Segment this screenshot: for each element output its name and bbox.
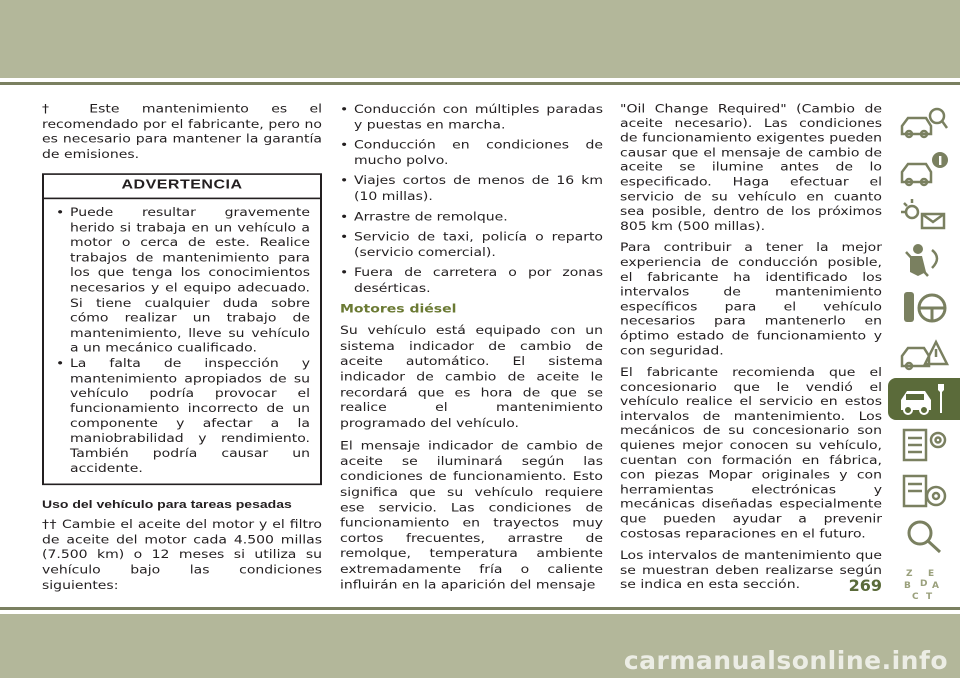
svg-text:T: T	[926, 592, 933, 602]
tab-warning-lights[interactable]	[888, 194, 960, 236]
paragraph-experience: Para contribuir a tener la mejor experiencia de conducción posible, el fabricante ha identificado los intervalos de mantenimiento específicos para el vehículo necesarios para mantenerlo en óptimo estado de funcionamiento y con seguridad.	[620, 241, 882, 358]
svg-text:A: A	[932, 581, 939, 591]
warning-light-message-icon	[898, 196, 950, 234]
diesel-paragraph-2: El mensaje indicador de cambio de aceite se iluminará según las condiciones de funcionamiento. Esto significa que su vehículo requiere ese servicio. Las condiciones de funcionamiento en trayectos muy cortos frecuentes, arrastre de remolque, temperatura ambiente extremadamente fría o caliente influirán en la aparición del mensaje	[340, 439, 603, 592]
column-left	[42, 102, 322, 600]
tab-emergency[interactable]	[888, 332, 960, 374]
condition-item: • Arrastre de remolque.	[340, 209, 603, 224]
tab-alphabetical[interactable]	[888, 562, 960, 604]
page-number: 269	[848, 576, 882, 595]
tab-maintenance[interactable]	[888, 378, 960, 420]
paragraph-intervals: Los intervalos de mantenimiento que se muestran deben realizarse según se indica en esta sección.	[620, 549, 882, 592]
alphabet-index-icon	[898, 564, 950, 602]
diesel-paragraph-1: Su vehículo está equipado con un sistema indicador de cambio de aceite automático. El sistema indicador de cambio de aceite le recordará que es hora de que se realice el mantenimiento programado del vehículo.	[340, 324, 603, 431]
warning-box	[42, 174, 322, 485]
tab-index[interactable]	[888, 516, 960, 558]
svg-text:B: B	[904, 581, 911, 591]
warning-title: ADVERTENCIA	[44, 175, 320, 199]
car-warning-triangle-icon	[898, 334, 950, 372]
watermark: carmanualsonline.info	[623, 646, 948, 675]
tab-car-search[interactable]	[888, 102, 960, 144]
svg-text:E: E	[928, 569, 935, 579]
column-middle	[340, 102, 603, 600]
condition-item: • Conducción con múltiples paradas y puestas en marcha.	[340, 102, 603, 133]
specifications-gear-icon	[898, 426, 950, 464]
paragraph-dealer: El fabricante recomienda que el concesionario que le vendió el vehículo realice el servicio en estos intervalos de mantenimiento. Los mecánicos de su concesionario son quienes mejor conocen su vehículo, cuentan con formación en fábrica, con piezas Mopar originales y con herramientas electrónicas y mecánicas diseñadas especialmente que pueden ayudar a prevenir costosas reparaciones en el futuro.	[620, 366, 882, 541]
tab-starting-operating[interactable]	[888, 286, 960, 328]
tab-safety[interactable]	[888, 240, 960, 282]
seat-airbag-icon	[898, 242, 950, 280]
condition-item: • Conducción en condiciones de mucho polvo.	[340, 138, 603, 169]
condition-item: • Servicio de taxi, policía o reparto (servicio comercial).	[340, 230, 603, 261]
car-wrench-icon	[898, 380, 950, 418]
footer-rule	[0, 607, 960, 610]
svg-text:D: D	[920, 579, 928, 589]
steering-wheel-icon	[898, 288, 950, 326]
heavy-duty-heading: Uso del vehículo para tareas pesadas	[42, 497, 292, 510]
tab-car-info[interactable]	[888, 148, 960, 190]
column-right	[620, 102, 882, 600]
tab-multimedia[interactable]	[888, 470, 960, 512]
warning-item: • Puede resultar gravemente herido si trabaja en un vehículo a motor o cerca de este. Realice trabajos de mantenimiento para los que tenga los conocimientos necesarios y el equipo adecuado. Si tiene cualquier duda sobre cómo realizar un trabajo de mantenimiento, lleve su vehículo a un mecánico cualificado.	[56, 206, 310, 357]
paragraph-oil-change: "Oil Change Required" (Cambio de aceite necesario). Las condiciones de funcionamiento exigentes pueden causar que el mensaje de cambio de aceite se ilumine antes de lo especificado. Haga efectuar el servicio de su vehículo en cuanto sea posible, dentro de los próximos 805 km (500 millas).	[620, 102, 882, 233]
footnote-dagger: † Este mantenimiento es el recomendado por el fabricante, pero no es necesario para mantener la garantía de emisiones.	[42, 102, 322, 161]
warning-item: • La falta de inspección y mantenimiento apropiados de su vehículo podría provocar el funcionamiento incorrecto de un componente y afectar a la maniobrabilidad y rendimiento. También podría causar un accidente.	[56, 356, 310, 476]
heavy-duty-text: †† Cambie el aceite del motor y el filtro de aceite del motor cada 4.500 millas (7.500 km) o 12 meses si utiliza su vehículo bajo las condiciones siguientes:	[42, 518, 322, 592]
tab-specifications[interactable]	[888, 424, 960, 466]
diesel-heading: Motores diésel	[340, 302, 457, 316]
condition-item: • Viajes cortos de menos de 16 km (10 millas).	[340, 174, 603, 205]
car-search-icon	[898, 104, 950, 142]
magnifier-icon	[898, 518, 950, 556]
condition-item: • Fuera de carretera o por zonas desérticas.	[340, 266, 603, 297]
svg-text:Z: Z	[906, 569, 913, 579]
header-band	[0, 0, 960, 78]
car-info-icon	[898, 150, 950, 188]
svg-text:C: C	[912, 592, 919, 602]
header-rule	[0, 82, 960, 85]
chapter-tabs	[888, 102, 960, 608]
multimedia-icon	[898, 472, 950, 510]
